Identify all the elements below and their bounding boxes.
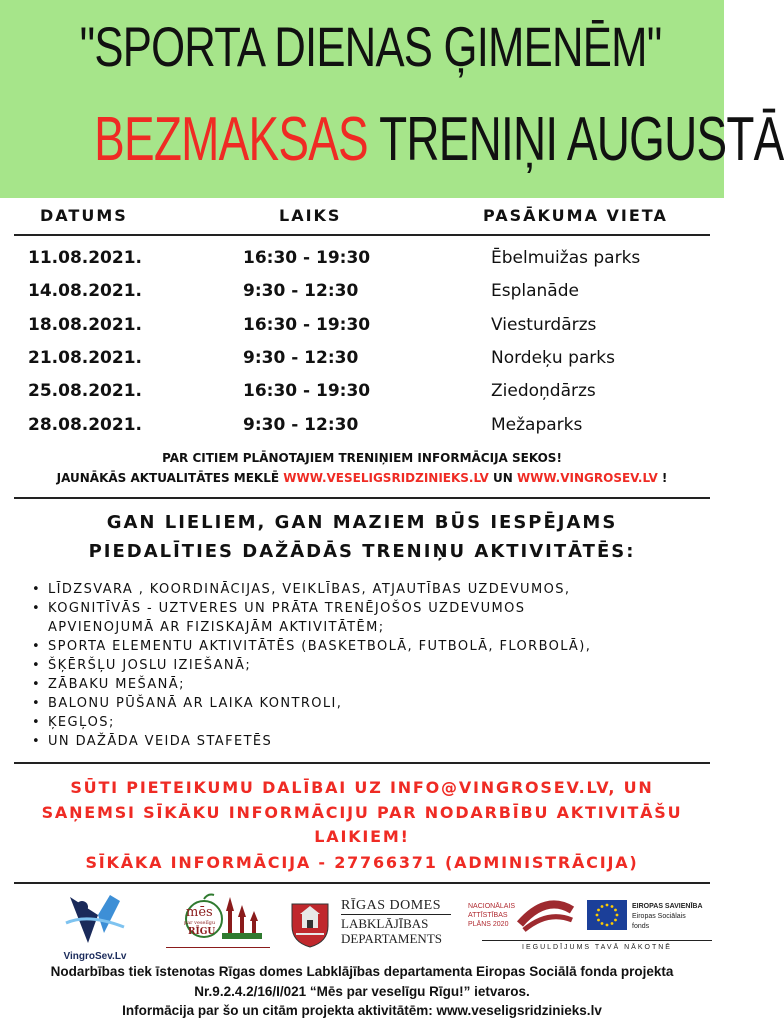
national-development-plan-logo — [468, 900, 576, 940]
activities-heading-line2: PIEDALĪTIES DAŽĀDĀS TRENIŅU AKTIVITĀTĒS: — [88, 541, 636, 562]
table-row — [0, 281, 724, 311]
activity-text: LĪDZSVARA , KOORDINĀCIJAS, VEIKLĪBAS, ATJAUTĪBAS UZDEVUMOS, — [48, 582, 571, 597]
activities-list — [30, 580, 591, 751]
bullet-icon: • — [32, 658, 42, 673]
table-divider — [14, 234, 710, 236]
activity-text: BALONU PŪŠANĀ AR LAIKA KONTROLI, — [48, 696, 343, 711]
bullet-icon: • — [32, 601, 42, 616]
riga-line1: RĪGAS DOMES — [341, 898, 442, 913]
list-item — [30, 694, 591, 713]
mes-logo-sub2: RĪGU — [188, 927, 216, 937]
nap-line2: ATTĪSTĪBAS — [468, 912, 508, 919]
section-divider — [14, 882, 710, 884]
row-place: Esplanāde — [491, 281, 579, 301]
riga-line3: DEPARTAMENTS — [341, 931, 442, 946]
bullet-icon: • — [32, 696, 42, 711]
list-item — [30, 580, 591, 599]
eu-flag-icon — [587, 900, 627, 930]
activity-text: APVIENOJUMĀ AR FIZISKAJĀM AKTIVITĀTĒM; — [48, 620, 385, 635]
list-item — [30, 675, 591, 694]
future-trainings-note: PAR CITIEM PLĀNOTAJIEM TRENIŅIEM INFORMĀCIJA SEKOS! — [162, 451, 562, 465]
list-item — [30, 599, 591, 618]
bullet-icon: • — [32, 639, 42, 654]
row-place: Ēbelmuižas parks — [491, 248, 641, 268]
eu-line3: fonds — [632, 923, 650, 930]
activity-text: ZĀBAKU MEŠANĀ; — [48, 677, 185, 692]
updates-and: UN — [488, 471, 517, 485]
nap-text — [468, 902, 515, 929]
subtitle-rest: TRENIŅI AUGUSTĀ — [379, 105, 784, 174]
row-date: 18.08.2021. — [28, 315, 143, 335]
column-header-date: DATUMS — [40, 206, 128, 225]
eu-line2: Eiropas Sociālais — [632, 913, 686, 920]
row-time: 9:30 - 12:30 — [243, 281, 359, 301]
cta-line3: LAIKIEM! — [314, 827, 410, 846]
row-time: 16:30 - 19:30 — [243, 315, 371, 335]
link-veseligsridzinieks[interactable]: WWW.VESELIGSRIDZINIEKS.LV — [283, 471, 489, 485]
row-place: Ziedoņdārzs — [491, 381, 596, 401]
row-time: 9:30 - 12:30 — [243, 348, 359, 368]
riga-line2: LABKLĀJĪBAS — [341, 916, 429, 931]
contact-phone: SĪKĀKA INFORMĀCIJA - 27766371 (ADMINISTRĀCIJA) — [85, 853, 639, 872]
footer-project-line2: Nr.9.2.4.2/16/I/021 “Mēs par veselīgu Rīgu!” ietvaros. — [194, 984, 530, 999]
latvia-flag-icon — [518, 900, 574, 934]
row-date: 25.08.2021. — [28, 381, 143, 401]
row-date: 11.08.2021. — [28, 248, 143, 268]
row-time: 16:30 - 19:30 — [243, 381, 371, 401]
riga-department-wordmark — [341, 898, 451, 946]
activity-text: ĶEGĻOS; — [48, 715, 115, 730]
nap-line1: NACIONĀLAIS — [468, 903, 516, 910]
event-title: "SPORTA DIENAS ĢIMENĒM" — [79, 15, 662, 78]
list-item — [30, 732, 591, 751]
link-vingrosev[interactable]: WWW.VINGROSEV.LV — [516, 471, 658, 485]
table-row — [0, 381, 724, 411]
row-place: Viesturdārzs — [491, 315, 597, 335]
table-row — [0, 315, 724, 345]
footer-info-line: Informācija par šo un citām projekta aktivitātēm: www.veseligsridzinieks.lv — [122, 1003, 602, 1018]
list-item — [30, 656, 591, 675]
table-row — [0, 348, 724, 378]
bullet-icon: • — [32, 734, 42, 749]
apple-skyline-icon — [166, 893, 270, 941]
column-header-place: PASĀKUMA VIETA — [483, 206, 668, 225]
row-place: Nordeķu parks — [491, 348, 615, 368]
updates-suffix: ! — [657, 471, 668, 485]
mes-par-veseligu-rigu-logo — [166, 893, 270, 959]
row-date: 21.08.2021. — [28, 348, 143, 368]
footer-project-line1: Nodarbības tiek īstenotas Rīgas domes Labklājības departamenta Eiropas Sociālā fonda projekta — [50, 964, 674, 979]
updates-note — [0, 471, 724, 485]
riga-rule — [341, 914, 451, 915]
bullet-icon: • — [32, 582, 42, 597]
vingrosev-wordmark: VingroSev.Lv — [63, 951, 127, 962]
activity-text: UN DAŽĀDA VEIDA STAFETĒS — [48, 734, 273, 749]
activity-text: KOGNITĪVĀS - UZTVERES UN PRĀTA TRENĒJOŠOS UZDEVUMOS — [48, 601, 526, 616]
nap-line3: PLĀNS 2020 — [468, 921, 509, 928]
row-date: 28.08.2021. — [28, 415, 143, 435]
eu-line1: EIROPAS SAVIENĪBA — [632, 903, 703, 910]
activity-text: ŠĶĒRŠĻU JOSLU IZIEŠANĀ; — [48, 658, 252, 673]
activity-text: SPORTA ELEMENTU AKTIVITĀTĒS (BASKETBOLĀ, FUTBOLĀ, FLORBOLĀ), — [48, 639, 592, 654]
list-item — [30, 713, 591, 732]
row-place: Mežaparks — [491, 415, 583, 435]
eu-text — [632, 902, 716, 932]
vingrosev-mark-icon — [58, 893, 132, 947]
row-date: 14.08.2021. — [28, 281, 143, 301]
column-header-time: LAIKS — [279, 206, 342, 225]
vingrosev-logo — [58, 893, 132, 962]
section-divider — [14, 762, 710, 764]
table-row — [0, 415, 724, 445]
cta-line2: SAŅEMSI SĪKĀKU INFORMĀCIJU PAR NODARBĪBU AKTIVITĀŠU — [41, 803, 683, 822]
activities-heading-line1: GAN LIELIEM, GAN MAZIEM BŪS IESPĒJAMS — [106, 512, 618, 533]
subtitle-free: BEZMAKSAS — [94, 105, 368, 174]
event-subtitle — [94, 104, 784, 175]
row-time: 9:30 - 12:30 — [243, 415, 359, 435]
table-row — [0, 248, 724, 278]
mes-logo-title: mēs — [186, 905, 213, 920]
bullet-icon: • — [32, 715, 42, 730]
investment-rule — [482, 940, 712, 941]
list-item — [30, 637, 591, 656]
mes-logo-caption-rule — [166, 947, 270, 958]
cta-line1: SŪTI PIETEIKUMU DALĪBAI UZ INFO@VINGROSEV.LV, UN — [70, 778, 654, 797]
updates-prefix: JAUNĀKĀS AKTUALITĀTES MEKLĒ — [56, 471, 284, 485]
investment-slogan: IEGULDĪJUMS TAVĀ NĀKOTNĒ — [522, 944, 672, 951]
list-item-continuation — [30, 618, 591, 637]
section-divider — [14, 497, 710, 499]
row-time: 16:30 - 19:30 — [243, 248, 371, 268]
riga-coat-of-arms-icon — [290, 898, 330, 948]
mes-logo-sub1: par veselīgu — [184, 920, 216, 926]
bullet-icon: • — [32, 677, 42, 692]
